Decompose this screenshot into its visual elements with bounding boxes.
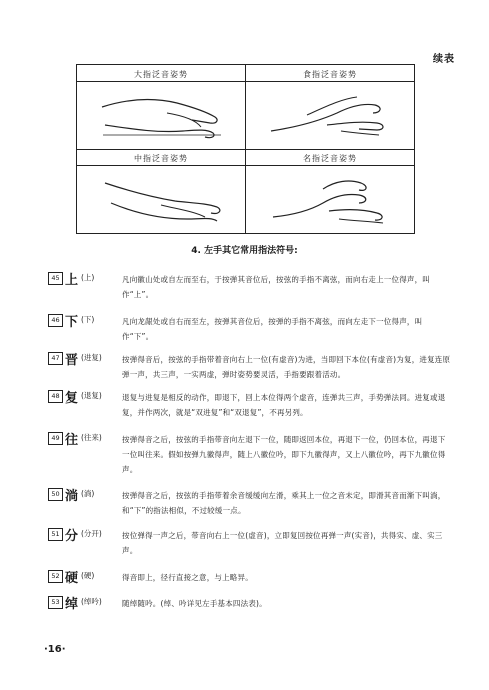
entry-number: 49: [48, 432, 63, 445]
fingering-symbol: 上: [65, 273, 79, 288]
fingering-description: 随绰随吟。(绰、吟详见左手基本四法表)。: [122, 599, 267, 608]
fingering-symbol: 淌: [65, 489, 79, 504]
fingering-name: (淌): [81, 489, 95, 498]
fingering-name: (上): [81, 273, 95, 282]
thumb-harmonic-hand-illustration: [97, 89, 227, 143]
table-divider: [77, 165, 414, 166]
index-harmonic-hand-illustration: [267, 87, 397, 143]
fingering-symbol: 下: [65, 315, 79, 330]
fingering-description: 按弹得音之后，按弦的手指带音向左退下一位，随即返回本位，再退下一位，仍回本位，再退下一位叫往来。假如按弹九徽得声，随上八徽位吟，即下九徽得声，又上八徽位吟，再下九徽位得声。: [122, 435, 446, 474]
fingering-description: 退复与进复是相反的动作，即退下，回上本位得两个虚音，连弹共三声，手势弹法同。进复或退复，并作两次，就是“双进复”和“双退复”，不再另列。: [122, 393, 446, 417]
fingering-description: 按弹得音后，按弦的手指带着音向右上一位(有虚音)为进，当即回下本位(有虚音)为复，进复连原弹一声，共三声，一实两虚，弹时姿势要灵活，手指要跟着活动。: [122, 355, 451, 379]
table-divider: [77, 149, 414, 150]
entry-number: 46: [48, 314, 63, 327]
fingering-name: (退复): [81, 391, 102, 400]
fingering-name: (硬): [81, 571, 95, 580]
section-title: 4. 左手其它常用指法符号:: [191, 246, 298, 256]
middle-harmonic-hand-illustration: [101, 173, 229, 229]
fingering-symbol: 硬: [65, 571, 79, 586]
fingering-name: (往来): [81, 433, 102, 442]
fingering-description: 按弹得音之后，按弦的手指带着余音缓缓向左滑，乘其上一位之音未定，即滑其音而渐下叫淌，和“下”的指法相似，不过较缓一点。: [122, 491, 446, 515]
ring-harmonic-label: 名指泛音姿势: [303, 154, 357, 163]
entry-number: 53: [48, 596, 63, 609]
fingering-name: (分开): [81, 529, 102, 538]
continued-label: 续表: [433, 54, 455, 65]
fingering-name: (绰吟): [81, 597, 102, 606]
fingering-description: 凡向龙龈处或自右而至左，按弹其音位后，按弹的手指不离弦，而向左走下一位得声，叫作“下”。: [122, 317, 423, 341]
thumb-harmonic-label: 大指泛音姿势: [134, 70, 188, 79]
fingering-name: (进复): [81, 353, 102, 362]
harmonic-gesture-table: [76, 64, 415, 234]
fingering-name: (下): [81, 315, 95, 324]
fingering-description: 凡向徽山处或自左而至右，于按弹其音位后，按弦的手指不离弦，而向右走上一位得声，叫作“上”。: [122, 275, 430, 299]
middle-harmonic-label: 中指泛音姿势: [134, 154, 188, 163]
fingering-symbol: 往: [65, 433, 79, 448]
fingering-description: 按位弹得一声之后，带音向右上一位(虚音)，立即复回按位再弹一声(实音)，共得实、虚、实三声。: [122, 531, 443, 555]
entry-number: 47: [48, 352, 63, 365]
entry-number: 50: [48, 488, 63, 501]
table-divider: [77, 81, 414, 82]
ring-harmonic-hand-illustration: [269, 171, 399, 229]
fingering-symbol: 复: [65, 391, 79, 406]
fingering-symbol: 分: [65, 529, 79, 544]
index-harmonic-label: 食指泛音姿势: [303, 70, 357, 79]
entry-number: 52: [48, 570, 63, 583]
entry-number: 45: [48, 272, 63, 285]
entry-number: 51: [48, 528, 63, 541]
fingering-symbol: 晋: [65, 353, 79, 368]
fingering-symbol: 绰: [65, 597, 79, 612]
fingering-description: 得音即上，径行直接之意，与上略异。: [122, 573, 253, 582]
page-number: ·16·: [44, 644, 66, 655]
entry-number: 48: [48, 390, 63, 403]
